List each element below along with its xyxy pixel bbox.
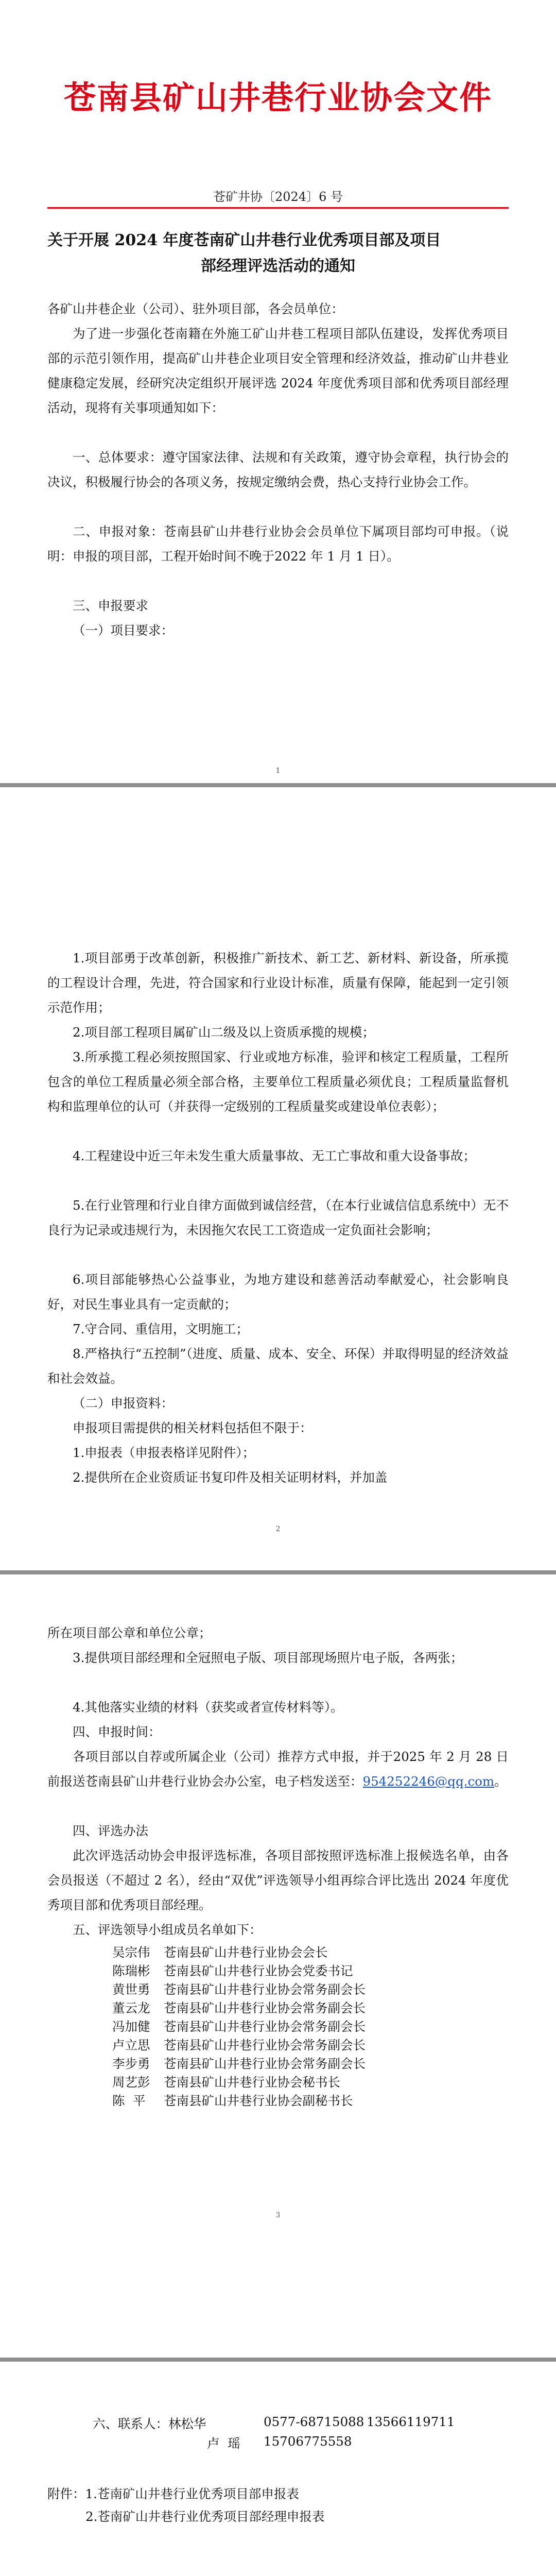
leader-row xyxy=(112,1999,366,2018)
leader-name: 李步勇 xyxy=(112,2056,150,2071)
requirement-1: 1.项目部勇于改革创新，积极推广新技术、新工艺、新材料、新设备，所承揽的工程设计合理，先进，符合国家和行业设计标准，质量有保障，能起到一定引领示范作用； xyxy=(47,951,509,1015)
contact-label: 六、联系人：林松华 xyxy=(93,2416,206,2431)
leader-name: 冯加健 xyxy=(112,2019,150,2034)
leader-role: 苍南县矿山井巷行业协会常务副会长 xyxy=(164,2038,366,2053)
requirement-8: 8.严格执行“五控制”（进度、质量、成本、安全、环保）并取得明显的经济效益和社会效益。 xyxy=(47,1346,509,1386)
section-method-heading: 四、评选办法 xyxy=(73,1823,148,1838)
leader-role: 苍南县矿山井巷行业协会常务副会长 xyxy=(164,2019,366,2034)
page-2 xyxy=(0,787,556,1570)
intro-paragraph: 为了进一步强化苍南籍在外施工矿山井巷工程项目部队伍建设，发挥优秀项目部的示范引领作用，提高矿山井巷企业项目安全管理和经济效益，推动矿山井巷业健康稳定发展，经研究决定组织开展评选 2024 年度优秀项目部和优秀项目部经理活动，现将有关事项通知如下： xyxy=(47,326,509,415)
material-2: 2.提供所在企业资质证书复印件及相关证明材料，并加盖 xyxy=(73,1470,388,1485)
section-requirements-heading: 三、申报要求 xyxy=(73,598,148,613)
requirement-5: 5.在行业管理和行业自律方面做到诚信经营，（在本行业诚信信息系统中）无不良行为记录或违规行为，未因拖欠农民工工资造成一定负面社会影响； xyxy=(47,1198,509,1238)
contact-mobile: 13566119711 xyxy=(367,2414,455,2429)
material-1: 1.申报表（申报表格详见附件）； xyxy=(73,1445,255,1460)
section-applicants: 二、申报对象：苍南县矿山井巷行业协会会员单位下属项目部均可申报。（说明：申报的项目部，工程开始时间不晚于2022 年 1 月 1 日）。 xyxy=(47,524,509,564)
leader-name: 吴宗伟 xyxy=(112,1945,150,1960)
contact-mobile-2: 15706775558 xyxy=(264,2434,352,2449)
document-number: 苍矿井协〔2024〕6 号 xyxy=(213,190,343,204)
section-general-requirements: 一、总体要求：遵守国家法律、法规和有关政策，遵守协会章程，执行协会的决议，积极履行协会的各项义务，按规定缴纳会费，热心支持行业协会工作。 xyxy=(47,450,509,489)
leader-role: 苍南县矿山井巷行业协会会长 xyxy=(164,1945,328,1960)
leader-row xyxy=(112,2036,366,2055)
leader-role: 苍南县矿山井巷行业协会常务副会长 xyxy=(164,2001,366,2015)
attachment-1: 附件：1.苍南矿山井巷行业优秀项目部申报表 xyxy=(47,2486,299,2501)
deadline-text: 各项目部以自荐或所属企业（公司）推荐方式申报，并于2025 年 2 月 28 日前报送苍南县矿山井巷行业协会办公室，电子档发送至： xyxy=(47,1749,509,1789)
project-requirements-heading: （一）项目要求： xyxy=(73,623,173,638)
attachment-2: 2.苍南矿山井巷行业优秀项目部经理申报表 xyxy=(85,2509,325,2524)
leader-name: 黄世勇 xyxy=(112,1982,150,1997)
materials-heading: （二）申报资料： xyxy=(73,1396,173,1411)
leader-row xyxy=(112,1943,328,1962)
red-divider-line xyxy=(47,207,509,209)
contact-phone: 0577-68715088 xyxy=(264,2414,364,2429)
requirement-2: 2.项目部工程项目属矿山二级及以上资质承揽的规模； xyxy=(73,1025,375,1040)
materials-intro: 申报项目需提供的相关材料包括但不限于： xyxy=(73,1420,312,1435)
section-leadership-heading: 五、评选领导小组成员名单如下： xyxy=(73,1922,262,1937)
leader-name: 陈 平 xyxy=(112,2093,146,2108)
page-number: 3 xyxy=(275,2211,281,2219)
leader-row xyxy=(112,2092,353,2110)
requirement-3: 3.所承揽工程必须按照国家、行业或地方标准，验评和核定工程质量，工程所包含的单位工程质量必须全部合格，主要单位工程质量必须优良；工程质量监督机构和监理单位的认可（并获得一定级别的工程质量奖或建设单位表彰）； xyxy=(47,1049,509,1114)
leader-row xyxy=(112,1980,366,1999)
leader-name: 陈瑞彬 xyxy=(112,1963,150,1978)
subject-line-2: 部经理评选活动的通知 xyxy=(201,257,355,275)
section-deadline-heading: 四、申报时间： xyxy=(73,1724,161,1739)
email-link[interactable]: 954252246@qq.com xyxy=(362,1774,495,1789)
page-number: 2 xyxy=(275,1525,281,1533)
page-1 xyxy=(0,0,556,783)
leader-name: 周艺彭 xyxy=(112,2075,150,2090)
leader-name: 卢立思 xyxy=(112,2038,150,2053)
leader-role: 苍南县矿山井巷行业协会党委书记 xyxy=(164,1963,353,1978)
leader-name: 董云龙 xyxy=(112,2001,150,2015)
leader-row xyxy=(112,1962,353,1980)
page-number: 1 xyxy=(275,767,281,775)
leader-row xyxy=(112,2073,340,2092)
subject-line-1: 关于开展 2024 年度苍南矿山井巷行业优秀项目部及项目 xyxy=(47,231,441,249)
subject-title xyxy=(47,228,509,279)
leader-role: 苍南县矿山井巷行业协会常务副会长 xyxy=(164,2056,366,2071)
material-3: 3.提供项目部经理和全冠照电子版、项目部现场照片电子版，各两张； xyxy=(73,1650,463,1665)
leader-role: 苍南县矿山井巷行业协会副秘书长 xyxy=(164,2093,353,2108)
section-method-body: 此次评选活动协会申报评选标准，各项目部按照评选标准上报候选名单，由各会员报送（不超过 2 名），经由“双优”评选领导小组再综合评比选出 2024 年度优秀项目部和优秀项目部经理。 xyxy=(47,1848,509,1912)
leader-row xyxy=(112,2018,366,2036)
material-2-continued: 所在项目部公章和单位公章； xyxy=(47,1625,212,1640)
deadline-end: 。 xyxy=(494,1774,507,1789)
requirement-7: 7.守合同、重信用，文明施工； xyxy=(73,1321,249,1336)
material-4: 4.其他落实业绩的材料（获奖或者宣传材料等）。 xyxy=(73,1700,343,1715)
document-title: 苍南县矿山井巷行业协会文件 xyxy=(63,79,492,116)
page-4 xyxy=(0,2362,556,2576)
salutation: 各矿山井巷企业（公司）、驻外项目部，各会员单位： xyxy=(47,301,344,316)
leader-row xyxy=(112,2055,366,2073)
requirement-4: 4.工程建设中近三年未发生重大质量事故、无工亡事故和重大设备事故； xyxy=(73,1148,476,1163)
section-deadline-body xyxy=(47,1744,509,1794)
requirement-6: 6.项目部能够热心公益事业，为地方建设和慈善活动奉献爱心，社会影响良好，对民生事业具有一定贡献的； xyxy=(47,1272,509,1312)
leader-role: 苍南县矿山井巷行业协会常务副会长 xyxy=(164,1982,366,1997)
contact-name-2: 卢 瑶 xyxy=(207,2436,240,2451)
leader-role: 苍南县矿山井巷行业协会秘书长 xyxy=(164,2075,340,2090)
page-3 xyxy=(0,1574,556,2358)
